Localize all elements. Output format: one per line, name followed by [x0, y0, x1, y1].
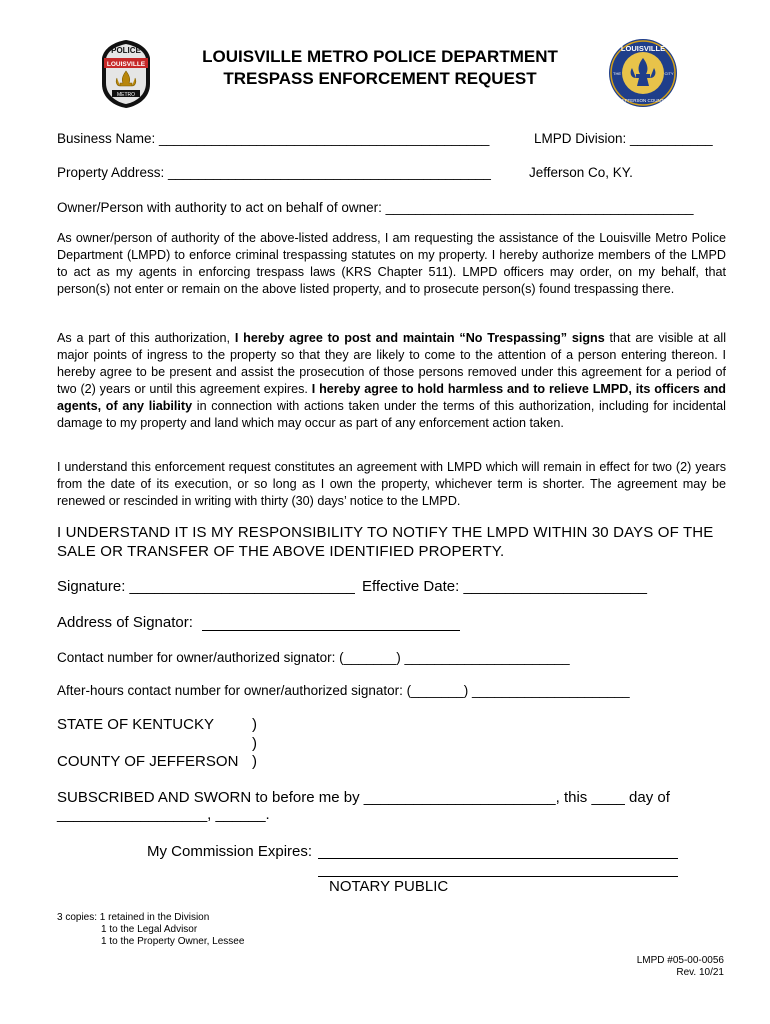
county-label: COUNTY OF JEFFERSON [57, 753, 239, 770]
lmpd-division-field[interactable]: LMPD Division: ___________ [534, 131, 713, 146]
notary-date-field[interactable]: __________________, ______. [57, 806, 270, 823]
business-name-field[interactable]: Business Name: ____________________________________________ [57, 131, 490, 146]
form-number: LMPD #05-00-0056 [636, 955, 724, 966]
agreement-paragraph: As a part of this authorization, I hereby agree to post and maintain “No Trespassing” signs that are visible at all major points of ingress to the property so that they are likely to come to the attention of a person entering thereon. I hereby agree to be present and assist the prosecution of those persons removed under this agreement for a period of two (2) years or until this agreement expires. I hereby agree to hold harmless and to relieve LMPD, its officers and agents, of any liability in connection with actions taken under the terms of this authorization, including for incidental damage to my property and land which may occur as part of any enforcement action taken. [57, 331, 727, 430]
contact-number-field[interactable]: Contact number for owner/authorized signator: (_______) ______________________ [57, 650, 570, 665]
title-line-2: TRESPASS ENFORCEMENT REQUEST [223, 69, 537, 88]
authorization-paragraph: As owner/person of authority of the above-listed address, I am requesting the assistance of the Louisville Metro Police Department (LMPD) to enforce criminal trespassing statutes on my property. I hereby authorize members of the LMPD to act as my agents in enforcing trespass laws (KRS Chapter 511). LMPD officers may order, on my behalf, that person(s) not enter or remain on the above listed property, and to prosecute person(s) found trespassing there. [57, 231, 726, 296]
term-paragraph: I understand this enforcement request constitutes an agreement with LMPD which will remain in effect for two (2) years from the date of its execution, or so long as I own the property, whichever term is shorter. The agreement may be renewed or rescinded in writing with thirty (30) days’ notice to the LMPD. [57, 460, 726, 508]
svg-text:LOUISVILLE: LOUISVILLE [620, 44, 666, 53]
subscribed-sworn-field[interactable]: SUBSCRIBED AND SWORN to before me by _______________________, this ____ day of [57, 789, 670, 806]
notary-signature-line[interactable] [318, 876, 678, 877]
effective-date-field[interactable]: Effective Date: ______________________ [362, 578, 647, 595]
hold-harmless-clause: I hereby agree to hold harmless and to relieve LMPD, its officers and agents, of any liability [57, 381, 727, 413]
jefferson-county-label: Jefferson Co, KY. [529, 165, 633, 180]
notary-public-label: NOTARY PUBLIC [329, 878, 449, 895]
signature-field[interactable]: Signature: ___________________________ [57, 578, 355, 595]
state-label: STATE OF KENTUCKY [57, 716, 214, 733]
property-address-field[interactable]: Property Address: ___________________________________________ [57, 165, 491, 180]
commission-expires-line[interactable] [318, 858, 678, 859]
owner-field[interactable]: Owner/Person with authority to act on behalf of owner: _________________________________________ [57, 200, 694, 215]
svg-text:JEFFERSON COUNTY: JEFFERSON COUNTY [619, 98, 667, 103]
notification-notice: I UNDERSTAND IT IS MY RESPONSIBILITY TO NOTIFY THE LMPD WITHIN 30 DAYS OF THE SALE OR TRANSFER OF THE ABOVE IDENTIFIED PROPERTY. [57, 524, 714, 560]
jefferson-county-seal-logo [608, 38, 678, 108]
signator-address-label: Address of Signator: [57, 614, 193, 631]
police-badge-logo [100, 38, 152, 110]
after-hours-number-field[interactable]: After-hours contact number for owner/authorized signator: (_______) _____________________ [57, 683, 630, 698]
svg-text:POLICE: POLICE [111, 46, 141, 55]
page-title [180, 46, 580, 90]
no-trespassing-signs-clause: I hereby agree to post and maintain “No Trespassing” signs [234, 331, 605, 345]
copies-line-1: 3 copies: 1 retained in the Division [57, 912, 210, 923]
copies-line-2: 1 to the Legal Advisor [101, 924, 198, 935]
svg-text:CITY: CITY [664, 71, 674, 76]
revision-label: Rev. 10/21 [676, 967, 724, 978]
copies-line-3: 1 to the Property Owner, Lessee [101, 936, 245, 947]
svg-text:THE: THE [613, 71, 621, 76]
paren-3: ) [252, 753, 257, 770]
commission-expires-label: My Commission Expires: [147, 843, 313, 860]
paren-2: ) [252, 735, 257, 752]
svg-text:LOUISVILLE: LOUISVILLE [106, 61, 146, 68]
paren-1: ) [252, 716, 257, 733]
signator-address-line[interactable] [202, 630, 460, 631]
svg-text:METRO: METRO [116, 92, 136, 98]
title-line-1: LOUISVILLE METRO POLICE DEPARTMENT [202, 47, 558, 66]
